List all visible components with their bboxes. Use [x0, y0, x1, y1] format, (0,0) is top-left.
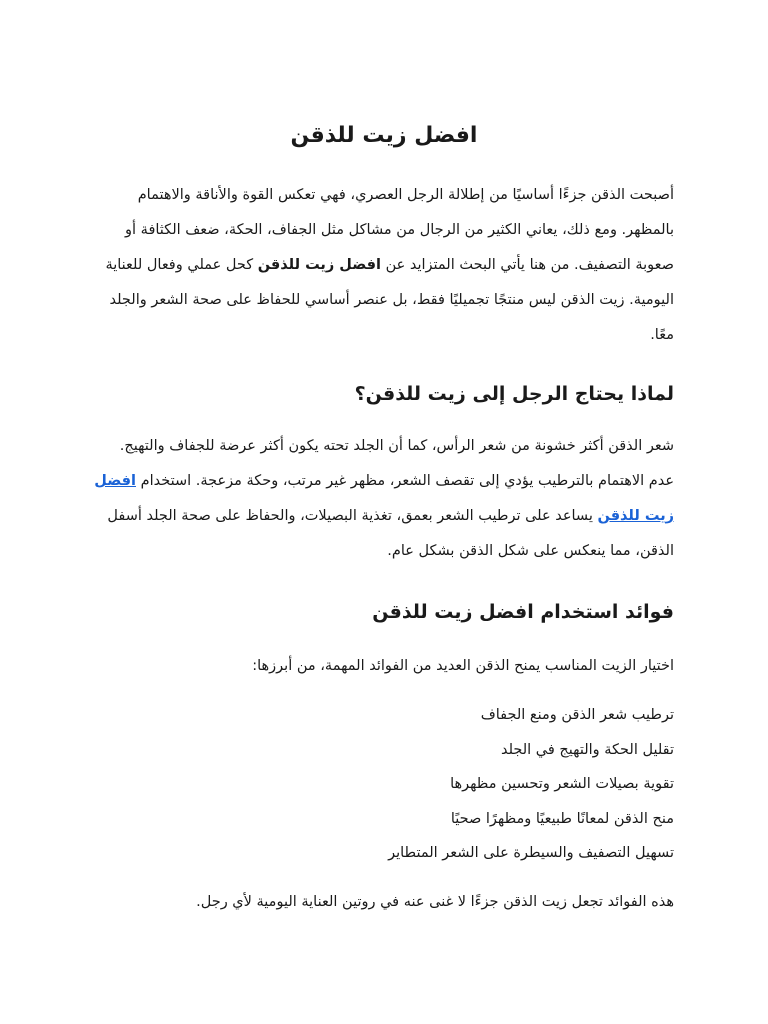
list-item: تقليل الحكة والتهيج في الجلد	[500, 741, 674, 758]
intro-text-after: كحل عملي وفعال للعناية اليومية. زيت الذقن ليس منتجًا تجميليًا فقط، بل عنصر أساسي للحفاظ على صحة الشعر والجلد معًا.	[105, 257, 674, 343]
intro-text-before: أصبحت الذقن جزءًا أساسيًا من إطلالة الرجل العصري، فهي تعكس القوة والأناقة والاهتمام بالمظهر. ومع ذلك، يعاني الكثير من الرجال من مشاكل مثل الجفاف، الحكة، ضعف الكثافة أو صعوبة التصفيف. من هنا يأتي البحث المتزايد عن	[125, 187, 674, 273]
why-text-after: يساعد على ترطيب الشعر بعمق، تغذية البصيلات، والحفاظ على صحة الجلد أسفل الذقن، مما ينعكس على شكل الذقن بشكل عام.	[107, 508, 674, 559]
best-beard-oil-link[interactable]: افضل زيت للذقن	[94, 473, 674, 524]
intro-bold-keyword: افضل زيت للذقن	[257, 257, 381, 273]
benefits-list	[94, 698, 674, 871]
benefits-intro: اختيار الزيت المناسب يمنح الذقن العديد من الفوائد المهمة، من أبرزها:	[252, 658, 674, 674]
page-title: افضل زيت للذقن	[290, 123, 478, 148]
why-text-before: شعر الذقن أكثر خشونة من شعر الرأس، كما أن الجلد تحته يكون أكثر عرضة للجفاف والتهيج. عدم الاهتمام بالترطيب يؤدي إلى تقصف الشعر، مظهر غير مرتب، وحكة مزعجة. استخدام	[119, 438, 674, 489]
list-item: منح الذقن لمعانًا طبيعيًا ومظهرًا صحيًا	[450, 810, 674, 827]
benefits-heading: فوائد استخدام افضل زيت للذقن	[372, 601, 674, 623]
closing-paragraph: هذه الفوائد تجعل زيت الذقن جزءًا لا غنى عنه في روتين العناية اليومية لأي رجل.	[196, 893, 674, 910]
why-paragraph	[94, 429, 674, 569]
list-item: تقوية بصيلات الشعر وتحسين مظهرها	[450, 776, 674, 792]
why-heading: لماذا يحتاج الرجل إلى زيت للذقن؟	[354, 383, 674, 405]
list-item: ترطيب شعر الذقن ومنع الجفاف	[480, 707, 674, 723]
list-item: تسهيل التصفيف والسيطرة على الشعر المتطاير	[388, 845, 674, 861]
intro-paragraph	[94, 178, 674, 353]
